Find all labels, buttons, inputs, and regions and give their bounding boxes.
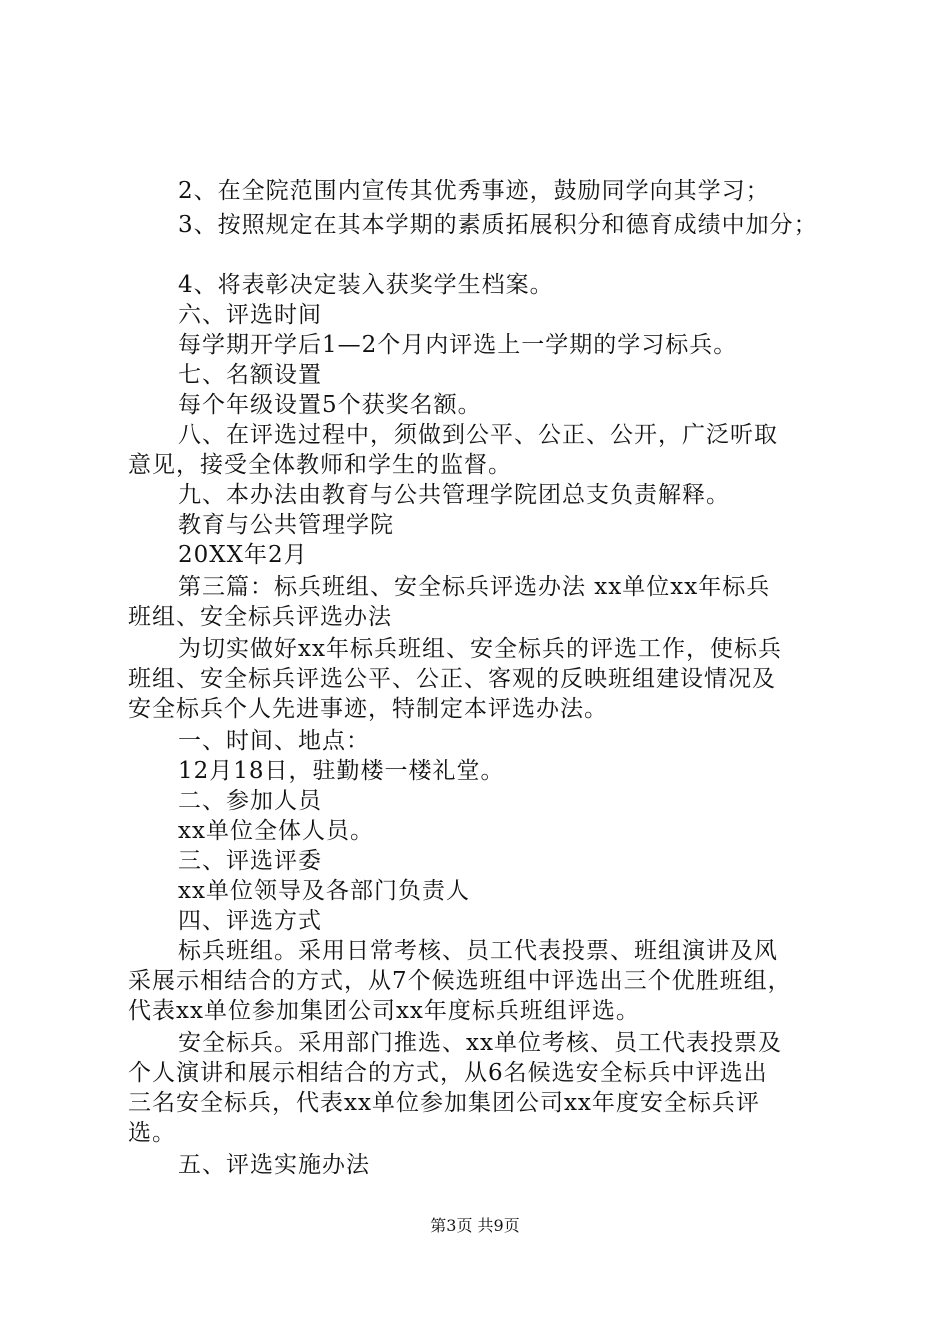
text-line: 3、按照规定在其本学期的素质拓展积分和德育成绩中加分； <box>178 212 818 238</box>
text-line: 意见，接受全体教师和学生的监督。 <box>128 452 512 478</box>
text-line: 为切实做好xx年标兵班组、安全标兵的评选工作，使标兵 <box>178 636 782 662</box>
text-line: 九、本办法由教育与公共管理学院团总支负责解释。 <box>178 482 730 508</box>
text-line: 4、将表彰决定装入获奖学生档案。 <box>178 272 554 298</box>
text-line: 20XX年2月 <box>178 542 308 568</box>
text-line: 教育与公共管理学院 <box>178 512 394 538</box>
section-heading: 二、参加人员 <box>178 788 322 814</box>
text-line: 安全标兵。采用部门推选、xx单位考核、员工代表投票及 <box>178 1030 782 1056</box>
text-line: xx单位领导及各部门负责人 <box>178 878 470 904</box>
section-heading: 三、评选评委 <box>178 848 322 874</box>
text-line: 每学期开学后1—2个月内评选上一学期的学习标兵。 <box>178 332 738 358</box>
page-footer: 第3页 共9页 <box>430 1216 520 1235</box>
text-line: 安全标兵个人先进事迹，特制定本评选办法。 <box>128 696 608 722</box>
text-line: 采展示相结合的方式，从7个候选班组中评选出三个优胜班组， <box>128 968 792 994</box>
section-heading: 五、评选实施办法 <box>178 1152 370 1178</box>
text-line: 2、在全院范围内宣传其优秀事迹，鼓励同学向其学习； <box>178 178 770 204</box>
text-line: 12月18日，驻勤楼一楼礼堂。 <box>178 758 505 784</box>
text-line: 八、在评选过程中，须做到公平、公正、公开，广泛听取 <box>178 422 778 448</box>
text-line: 班组、安全标兵评选公平、公正、客观的反映班组建设情况及 <box>128 666 776 692</box>
section-heading: 四、评选方式 <box>178 908 322 934</box>
section-heading: 六、评选时间 <box>178 302 322 328</box>
article-title: 第三篇：标兵班组、安全标兵评选办法 xx单位xx年标兵 <box>178 574 771 600</box>
text-line: 标兵班组。采用日常考核、员工代表投票、班组演讲及风 <box>178 938 778 964</box>
text-line: 选。 <box>128 1120 176 1146</box>
section-heading: 一、时间、地点： <box>178 728 370 754</box>
section-heading: 七、名额设置 <box>178 362 322 388</box>
text-line: 每个年级设置5个获奖名额。 <box>178 392 482 418</box>
text-line: xx单位全体人员。 <box>178 818 374 844</box>
text-line: 三名安全标兵，代表xx单位参加集团公司xx年度安全标兵评 <box>128 1090 760 1116</box>
text-line: 个人演讲和展示相结合的方式，从6名候选安全标兵中评选出 <box>128 1060 768 1086</box>
text-line: 代表xx单位参加集团公司xx年度标兵班组评选。 <box>128 998 640 1024</box>
article-title: 班组、安全标兵评选办法 <box>128 604 392 630</box>
